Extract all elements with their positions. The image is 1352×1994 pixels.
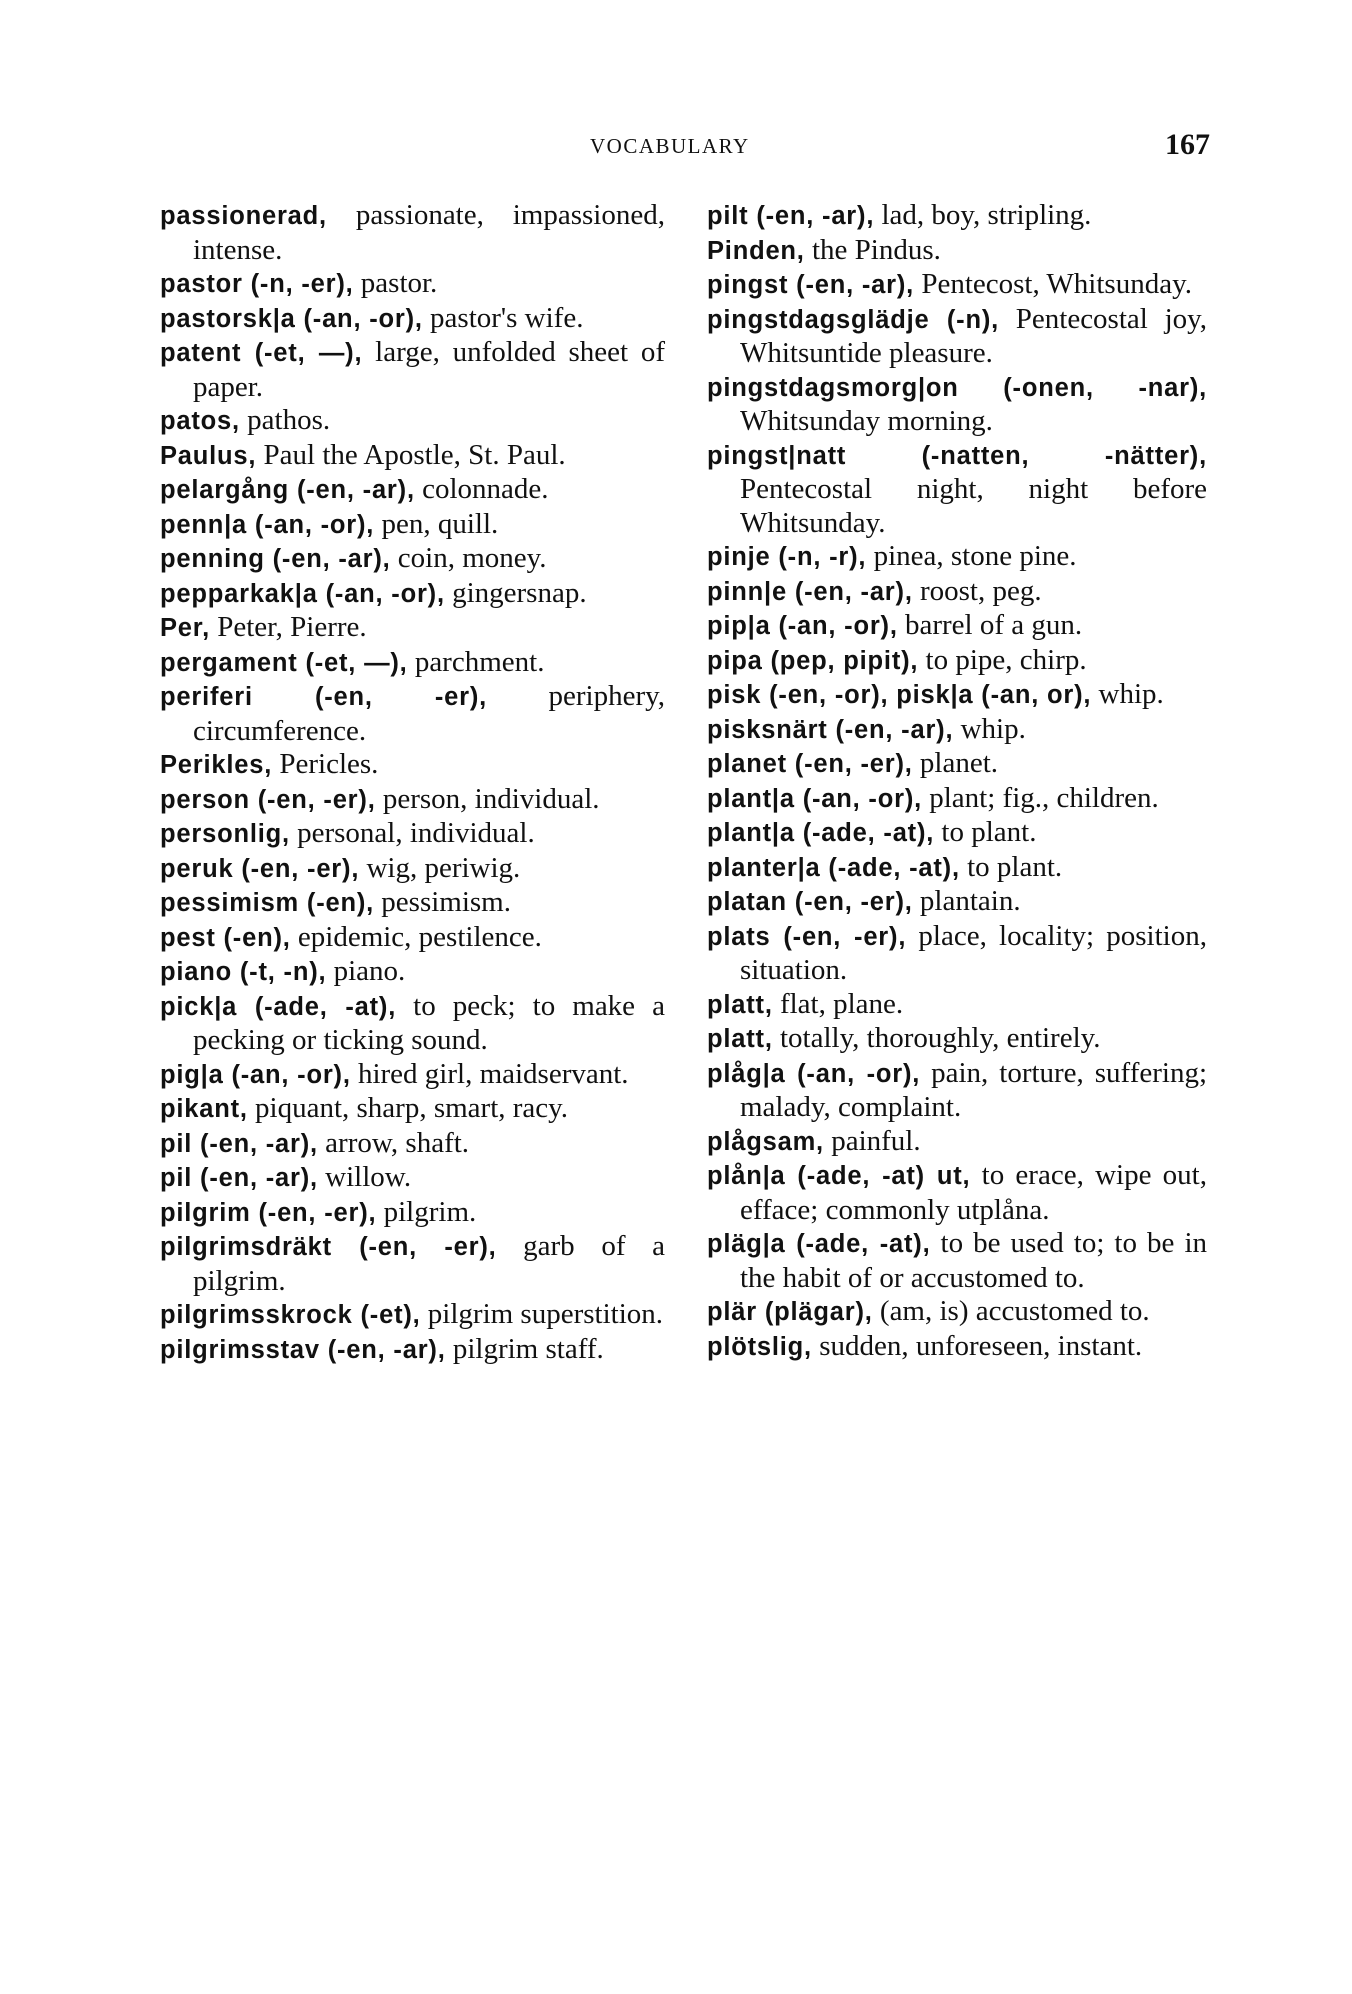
headword: pastor (-n, -er),	[160, 270, 354, 298]
definition: Peter, Pierre.	[210, 611, 367, 643]
definition: pathos.	[239, 404, 331, 436]
definition: Pentecostal joy, Whitsuntide pleasure.	[740, 302, 1208, 369]
dictionary-entry	[707, 268, 1207, 303]
definition: Pentecostal night, night before Whitsunday.	[740, 473, 1207, 539]
definition: pilgrim staff.	[445, 1332, 604, 1365]
dictionary-entry	[160, 267, 665, 302]
headword: pilt (-en, -ar),	[707, 202, 875, 230]
definition: painful.	[823, 1124, 921, 1157]
dictionary-entry	[707, 1227, 1207, 1295]
definition: pastor's wife.	[422, 301, 584, 334]
dictionary-entry	[160, 886, 665, 921]
dictionary-entry	[707, 1125, 1207, 1160]
dictionary-entry	[160, 852, 665, 887]
headword: passionerad,	[160, 202, 327, 230]
dictionary-entry	[707, 575, 1207, 610]
headword: pilgrimsskrock (-et),	[160, 1301, 421, 1329]
definition: pilgrim.	[376, 1195, 477, 1228]
dictionary-entry	[160, 302, 665, 337]
dictionary-entry	[160, 577, 665, 612]
dictionary-entry	[707, 920, 1207, 988]
dictionary-entry	[160, 439, 665, 474]
definition: place, locality; position, situation.	[740, 919, 1207, 986]
dictionary-entry	[707, 1330, 1207, 1365]
headword: pepparkak|a (-an, -or),	[160, 579, 445, 608]
dictionary-entry	[160, 336, 665, 404]
headword: pläg|a (-ade, -at),	[707, 1230, 931, 1258]
dictionary-entry	[707, 371, 1207, 439]
dictionary-entry	[160, 817, 665, 852]
dictionary-entry	[160, 1127, 665, 1162]
dictionary-entry	[160, 611, 665, 646]
dictionary-entry	[707, 885, 1207, 920]
dictionary-entry	[160, 1058, 665, 1093]
dictionary-entry	[707, 540, 1207, 575]
dictionary-entry	[707, 713, 1207, 748]
definition: Whitsunday morning.	[740, 405, 993, 437]
headword: pingstdagsmorg|on (-onen, -nar),	[707, 373, 1207, 402]
definition: Pericles.	[272, 748, 379, 780]
dictionary-entry	[160, 1230, 665, 1298]
headword: periferi (-en, -er),	[160, 683, 488, 711]
headword: penn|a (-an, -or),	[160, 510, 375, 539]
definition: to be used to; to be in the habit of or accustomed to.	[740, 1227, 1208, 1294]
definition: colonnade.	[414, 473, 549, 505]
headword: penning (-en, -ar),	[160, 545, 391, 573]
definition: passionate, impassioned, intense.	[193, 199, 665, 266]
headword: platan (-en, -er),	[707, 888, 913, 916]
definition: parchment.	[407, 645, 545, 678]
headword: plötslig,	[707, 1332, 812, 1361]
dictionary-entry	[160, 955, 665, 990]
headword: peruk (-en, -er),	[160, 854, 360, 883]
headword: Paulus,	[160, 441, 257, 470]
dictionary-entry	[160, 990, 665, 1058]
headword: pick|a (-ade, -at),	[160, 992, 397, 1021]
definition: flat, plane.	[772, 987, 904, 1020]
dictionary-entry	[707, 199, 1207, 234]
headword: planet (-en, -er),	[707, 750, 913, 778]
definition: Pentecost, Whitsunday.	[914, 268, 1192, 300]
headword: plant|a (-an, -or),	[707, 784, 922, 813]
definition: pain, torture, suffering; malady, complaint.	[740, 1056, 1207, 1123]
definition: periphery, circumference.	[193, 680, 665, 747]
headword: patos,	[160, 407, 240, 435]
definition: hired girl, maidservant.	[350, 1057, 629, 1090]
dictionary-entry	[707, 816, 1207, 851]
headword: pilgrimsstav (-en, -ar),	[160, 1335, 446, 1364]
headword: planter|a (-ade, -at),	[707, 853, 960, 882]
definition: the Pindus.	[804, 233, 941, 266]
dictionary-entry	[160, 1092, 665, 1127]
page-header	[0, 128, 1352, 168]
dictionary-entry	[707, 747, 1207, 782]
dictionary-entry	[707, 988, 1207, 1023]
definition: to plant.	[959, 850, 1063, 883]
headword: pingstdagsglädje (-n),	[707, 305, 1000, 334]
headword: pergament (-et, —),	[160, 648, 408, 677]
dictionary-entry	[160, 783, 665, 818]
dictionary-entry	[707, 851, 1207, 886]
headword: plån|a (-ade, -at) ut,	[707, 1162, 971, 1190]
headword: pingst (-en, -ar),	[707, 271, 915, 299]
definition: sudden, unforeseen, instant.	[811, 1329, 1143, 1362]
dictionary-entry	[160, 646, 665, 681]
headword: pingst|natt (-natten, -nätter),	[707, 441, 1207, 470]
left-column	[160, 199, 665, 1367]
headword: plats (-en, -er),	[707, 922, 907, 951]
definition: whip.	[953, 712, 1026, 745]
definition: Paul the Apostle, St. Paul.	[256, 438, 566, 471]
definition: gingersnap.	[444, 576, 587, 609]
dictionary-entry	[160, 199, 665, 267]
definition: roost, peg.	[912, 574, 1042, 607]
definition: whip.	[1091, 678, 1164, 710]
dictionary-entry	[707, 1295, 1207, 1330]
headword: platt,	[707, 1025, 773, 1053]
definition: arrow, shaft.	[317, 1126, 470, 1159]
definition: plant; fig., children.	[922, 781, 1159, 814]
definition: pessimism.	[374, 886, 511, 918]
dictionary-entry	[707, 644, 1207, 679]
headword: pastorsk|a (-an, -or),	[160, 304, 423, 333]
dictionary-entry	[160, 542, 665, 577]
headword: pinn|e (-en, -ar),	[707, 577, 913, 606]
headword: pilgrim (-en, -er),	[160, 1198, 377, 1227]
definition: (am, is) accustomed to.	[872, 1295, 1150, 1327]
headword: pip|a (-an, -or),	[707, 612, 898, 640]
dictionary-entry	[707, 439, 1207, 541]
dictionary-entry	[707, 1159, 1207, 1227]
headword: pig|a (-an, -or),	[160, 1060, 351, 1089]
dictionary-entry	[160, 921, 665, 956]
headword: person (-en, -er),	[160, 785, 376, 814]
dictionary-entry	[160, 1333, 665, 1368]
page-number: 167	[1165, 128, 1210, 161]
dictionary-entry	[160, 680, 665, 748]
headword: pipa (pep, pipit),	[707, 646, 919, 675]
headword: plär (plägar),	[707, 1298, 873, 1326]
headword: pilgrimsdräkt (-en, -er),	[160, 1233, 497, 1261]
headword: pisksnärt (-en, -ar),	[707, 715, 954, 744]
definition: garb of a pilgrim.	[193, 1230, 665, 1297]
dictionary-entry	[707, 782, 1207, 817]
definition: to pipe, chirp.	[918, 643, 1087, 676]
definition: plantain.	[912, 885, 1021, 917]
definition: totally, thoroughly, entirely.	[772, 1022, 1101, 1054]
headword: plant|a (-ade, -at),	[707, 819, 935, 847]
definition: pinea, stone pine.	[866, 540, 1077, 572]
dictionary-entry	[707, 1022, 1207, 1057]
definition: large, unfolded sheet of paper.	[193, 336, 665, 403]
definition: personal, individual.	[289, 817, 535, 849]
headword: plågsam,	[707, 1127, 824, 1156]
definition: to erace, wipe out, efface; commonly utplåna.	[740, 1159, 1207, 1226]
headword: patent (-et, —),	[160, 339, 363, 367]
definition: lad, boy, stripling.	[874, 199, 1092, 231]
definition: epidemic, pestilence.	[290, 920, 542, 953]
headword: pil (-en, -ar),	[160, 1129, 318, 1158]
running-head: VOCABULARY	[590, 134, 750, 158]
definition: coin, money.	[390, 542, 547, 574]
definition: to plant.	[934, 816, 1037, 848]
definition: piano.	[326, 955, 406, 987]
dictionary-entry	[707, 678, 1207, 713]
definition: person, individual.	[375, 782, 600, 815]
headword: piano (-t, -n),	[160, 958, 327, 986]
definition: willow.	[317, 1161, 412, 1193]
dictionary-entry	[160, 748, 665, 783]
headword: pelargång (-en, -ar),	[160, 476, 415, 504]
dictionary-entry	[707, 1057, 1207, 1125]
headword: personlig,	[160, 820, 290, 848]
dictionary-entry	[160, 508, 665, 543]
headword: pest (-en),	[160, 923, 291, 952]
dictionary-entry	[160, 473, 665, 508]
right-column	[707, 199, 1207, 1364]
dictionary-entry	[160, 1161, 665, 1196]
dictionary-entry	[707, 234, 1207, 269]
definition: pilgrim superstition.	[420, 1298, 664, 1330]
headword: plåg|a (-an, -or),	[707, 1059, 921, 1088]
headword: pikant,	[160, 1095, 248, 1123]
definition: pen, quill.	[374, 507, 499, 540]
headword: pessimism (-en),	[160, 889, 375, 917]
headword: platt,	[707, 990, 773, 1019]
definition: planet.	[912, 747, 999, 779]
dictionary-entry	[160, 1298, 665, 1333]
dictionary-entry	[160, 404, 665, 439]
headword: pinje (-n, -r),	[707, 543, 867, 571]
definition: piquant, sharp, smart, racy.	[247, 1092, 569, 1124]
definition: pastor.	[353, 267, 438, 299]
definition: to peck; to make a pecking or ticking sound.	[193, 989, 665, 1056]
headword: Per,	[160, 614, 210, 642]
definition: wig, periwig.	[359, 851, 521, 884]
dictionary-entry	[707, 609, 1207, 644]
dictionary-entry	[160, 1196, 665, 1231]
dictionary-entry	[707, 303, 1207, 371]
headword: Pinden,	[707, 236, 805, 265]
headword: pil (-en, -ar),	[160, 1164, 318, 1192]
definition: barrel of a gun.	[897, 609, 1083, 641]
headword: pisk (-en, -or), pisk|a (-an, or),	[707, 681, 1092, 709]
headword: Perikles,	[160, 751, 273, 779]
